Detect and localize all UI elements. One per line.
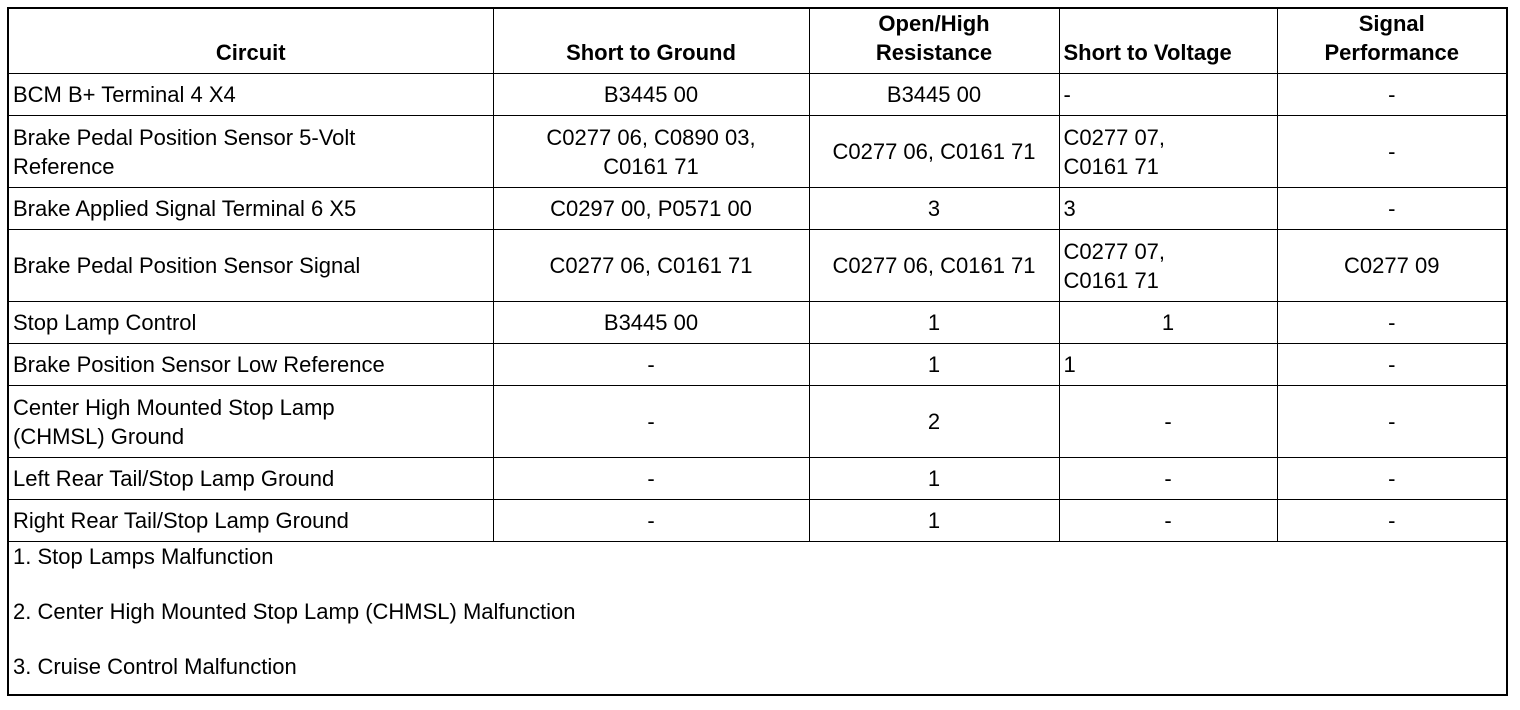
notes-row xyxy=(8,542,1507,696)
header-open-high-line1: Open/High xyxy=(878,11,990,36)
header-open-high-resistance xyxy=(809,8,1059,74)
notes-cell xyxy=(8,542,1507,696)
circuit-text: Left Rear Tail/Stop Lamp Ground xyxy=(13,466,335,491)
table-row xyxy=(8,302,1507,344)
short-to-voltage-cell xyxy=(1059,386,1277,458)
short-to-ground-text: C0277 06, C0161 71 xyxy=(549,253,753,278)
open-high-cell xyxy=(809,230,1059,302)
table-header-row xyxy=(8,8,1507,74)
open-high-text: 1 xyxy=(927,310,941,335)
note-2: 2. Center High Mounted Stop Lamp (CHMSL) Malfunction xyxy=(13,599,576,624)
open-high-cell xyxy=(809,458,1059,500)
signal-performance-cell xyxy=(1277,500,1507,542)
header-open-high-line2: Resistance xyxy=(875,40,993,65)
dtc-symptom-table xyxy=(7,7,1508,696)
short-to-voltage-cell xyxy=(1059,116,1277,188)
open-high-text: 3 xyxy=(927,196,941,221)
short-to-ground-text: B3445 00 xyxy=(603,310,699,335)
short-to-ground-cell xyxy=(493,230,809,302)
short-to-ground-text: B3445 00 xyxy=(603,82,699,107)
signal-performance-text: - xyxy=(1388,196,1396,221)
short-to-ground-text: - xyxy=(647,508,655,533)
short-to-voltage-text-line1: C0277 07, xyxy=(1063,124,1166,150)
table-row xyxy=(8,458,1507,500)
signal-performance-cell xyxy=(1277,188,1507,230)
short-to-voltage-text-line2: C0161 71 xyxy=(1063,153,1159,179)
short-to-ground-text-line2: C0161 71 xyxy=(603,153,699,179)
signal-performance-cell xyxy=(1277,302,1507,344)
note-3: 3. Cruise Control Malfunction xyxy=(13,654,297,679)
header-short-to-voltage xyxy=(1059,8,1277,74)
short-to-ground-text: - xyxy=(647,466,655,491)
circuit-text: Brake Position Sensor Low Reference xyxy=(13,352,385,377)
circuit-text: BCM B+ Terminal 4 X4 xyxy=(13,82,236,107)
signal-performance-cell xyxy=(1277,230,1507,302)
open-high-cell xyxy=(809,302,1059,344)
circuit-cell xyxy=(8,116,493,188)
open-high-text: B3445 00 xyxy=(886,82,982,107)
short-to-voltage-cell xyxy=(1059,302,1277,344)
signal-performance-text: - xyxy=(1388,82,1396,107)
circuit-cell xyxy=(8,344,493,386)
circuit-text-line2: (CHMSL) Ground xyxy=(13,423,185,449)
table-row xyxy=(8,188,1507,230)
open-high-text: C0277 06, C0161 71 xyxy=(832,139,1036,164)
circuit-cell xyxy=(8,188,493,230)
signal-performance-text: - xyxy=(1388,466,1396,491)
header-circuit-label: Circuit xyxy=(215,40,286,65)
header-signal-perf-line1: Signal xyxy=(1358,11,1425,36)
short-to-ground-text: C0297 00, P0571 00 xyxy=(550,196,752,221)
table-row xyxy=(8,230,1507,302)
signal-performance-cell xyxy=(1277,74,1507,116)
short-to-voltage-cell xyxy=(1059,188,1277,230)
short-to-ground-cell xyxy=(493,458,809,500)
open-high-cell xyxy=(809,344,1059,386)
header-short-to-ground-label: Short to Ground xyxy=(566,40,736,65)
table-row xyxy=(8,500,1507,542)
signal-performance-cell xyxy=(1277,344,1507,386)
circuit-text: Brake Pedal Position Sensor Signal xyxy=(13,253,361,278)
short-to-voltage-text: - xyxy=(1164,466,1172,491)
short-to-voltage-text-line2: C0161 71 xyxy=(1063,267,1159,293)
open-high-cell xyxy=(809,188,1059,230)
short-to-ground-cell xyxy=(493,188,809,230)
short-to-ground-cell xyxy=(493,116,809,188)
short-to-voltage-cell xyxy=(1059,500,1277,542)
circuit-cell xyxy=(8,230,493,302)
short-to-ground-text: - xyxy=(647,352,655,377)
table-row xyxy=(8,386,1507,458)
open-high-cell xyxy=(809,386,1059,458)
signal-performance-cell xyxy=(1277,458,1507,500)
circuit-cell xyxy=(8,500,493,542)
header-circuit xyxy=(8,8,493,74)
short-to-ground-text: - xyxy=(647,409,655,434)
short-to-voltage-text: 1 xyxy=(1063,352,1076,377)
signal-performance-text: - xyxy=(1388,352,1396,377)
short-to-voltage-text: - xyxy=(1164,508,1172,533)
signal-performance-text: - xyxy=(1388,310,1396,335)
open-high-cell xyxy=(809,500,1059,542)
circuit-text-line1: Brake Pedal Position Sensor 5-Volt xyxy=(13,124,356,150)
open-high-text: 1 xyxy=(927,352,941,377)
short-to-voltage-cell xyxy=(1059,230,1277,302)
header-signal-perf-line2: Performance xyxy=(1324,40,1459,65)
short-to-ground-text-line1: C0277 06, C0890 03, xyxy=(546,124,756,150)
signal-performance-cell xyxy=(1277,386,1507,458)
short-to-voltage-text: 1 xyxy=(1161,310,1175,335)
short-to-ground-cell xyxy=(493,302,809,344)
short-to-voltage-text: - xyxy=(1164,409,1172,434)
note-1: 1. Stop Lamps Malfunction xyxy=(13,544,274,569)
circuit-text: Brake Applied Signal Terminal 6 X5 xyxy=(13,196,357,221)
header-short-to-voltage-label: Short to Voltage xyxy=(1063,40,1232,65)
circuit-cell xyxy=(8,302,493,344)
table-row xyxy=(8,344,1507,386)
table-row xyxy=(8,74,1507,116)
short-to-voltage-cell xyxy=(1059,344,1277,386)
circuit-text-line2: Reference xyxy=(13,153,115,179)
circuit-text: Right Rear Tail/Stop Lamp Ground xyxy=(13,508,349,533)
short-to-voltage-text: 3 xyxy=(1063,196,1076,221)
open-high-text: 1 xyxy=(927,466,941,491)
open-high-cell xyxy=(809,74,1059,116)
short-to-ground-cell xyxy=(493,344,809,386)
open-high-cell xyxy=(809,116,1059,188)
dtc-table-container xyxy=(7,7,1508,696)
short-to-ground-cell xyxy=(493,386,809,458)
short-to-voltage-cell xyxy=(1059,458,1277,500)
short-to-voltage-cell xyxy=(1059,74,1277,116)
circuit-cell xyxy=(8,74,493,116)
signal-performance-text: - xyxy=(1388,139,1396,164)
circuit-text: Stop Lamp Control xyxy=(13,310,197,335)
signal-performance-cell xyxy=(1277,116,1507,188)
circuit-text-line1: Center High Mounted Stop Lamp xyxy=(13,394,335,420)
header-short-to-ground xyxy=(493,8,809,74)
short-to-ground-cell xyxy=(493,74,809,116)
circuit-cell xyxy=(8,386,493,458)
open-high-text: C0277 06, C0161 71 xyxy=(832,253,1036,278)
circuit-cell xyxy=(8,458,493,500)
short-to-ground-cell xyxy=(493,500,809,542)
open-high-text: 1 xyxy=(927,508,941,533)
table-row xyxy=(8,116,1507,188)
signal-performance-text: - xyxy=(1388,508,1396,533)
short-to-voltage-text: - xyxy=(1063,82,1071,107)
short-to-voltage-text-line1: C0277 07, xyxy=(1063,238,1166,264)
signal-performance-text: C0277 09 xyxy=(1344,253,1440,278)
open-high-text: 2 xyxy=(927,409,941,434)
signal-performance-text: - xyxy=(1388,409,1396,434)
header-signal-performance xyxy=(1277,8,1507,74)
